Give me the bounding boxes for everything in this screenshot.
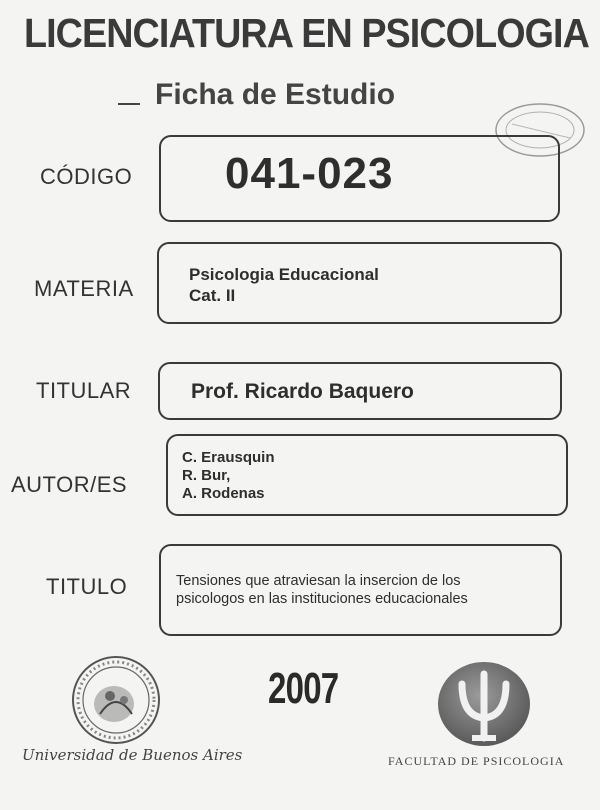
psi-logo-icon: [436, 660, 532, 750]
materia-line-1: Psicologia Educacional: [189, 265, 379, 284]
titulo-box: [159, 544, 562, 636]
faculty-caption: FACULTAD DE PSICOLOGIA: [388, 754, 565, 768]
university-caption: Universidad de Buenos Aires: [22, 746, 243, 764]
autores-box: [166, 434, 568, 516]
subtitle-dash: [118, 103, 140, 105]
page-subtitle: Ficha de Estudio: [155, 78, 396, 111]
autores-line-1: C. Erausquin: [182, 449, 275, 466]
uba-seal-icon: [70, 656, 162, 744]
codigo-label: CÓDIGO: [40, 164, 133, 189]
autores-line-3: A. Rodenas: [182, 485, 265, 502]
codigo-value: 041-023: [225, 149, 394, 198]
titulo-line-2: psicologos en las instituciones educacionales: [176, 591, 468, 607]
titulo-line-1: Tensiones que atraviesan la insercion de los: [176, 573, 461, 589]
materia-label: MATERIA: [34, 276, 134, 301]
codigo-box: [159, 135, 560, 222]
titulo-label: TITULO: [46, 574, 128, 599]
page-title: LICENCIATURA EN PSICOLOGIA: [24, 10, 589, 56]
materia-line-2: Cat. II: [189, 286, 236, 305]
materia-box: [157, 242, 562, 324]
titular-label: TITULAR: [36, 378, 132, 403]
autores-label: AUTOR/ES: [11, 472, 128, 497]
year: 2007: [268, 664, 339, 713]
autores-line-2: R. Bur,: [182, 467, 231, 484]
titular-value: Prof. Ricardo Baquero: [191, 380, 414, 403]
titular-box: [158, 362, 562, 420]
